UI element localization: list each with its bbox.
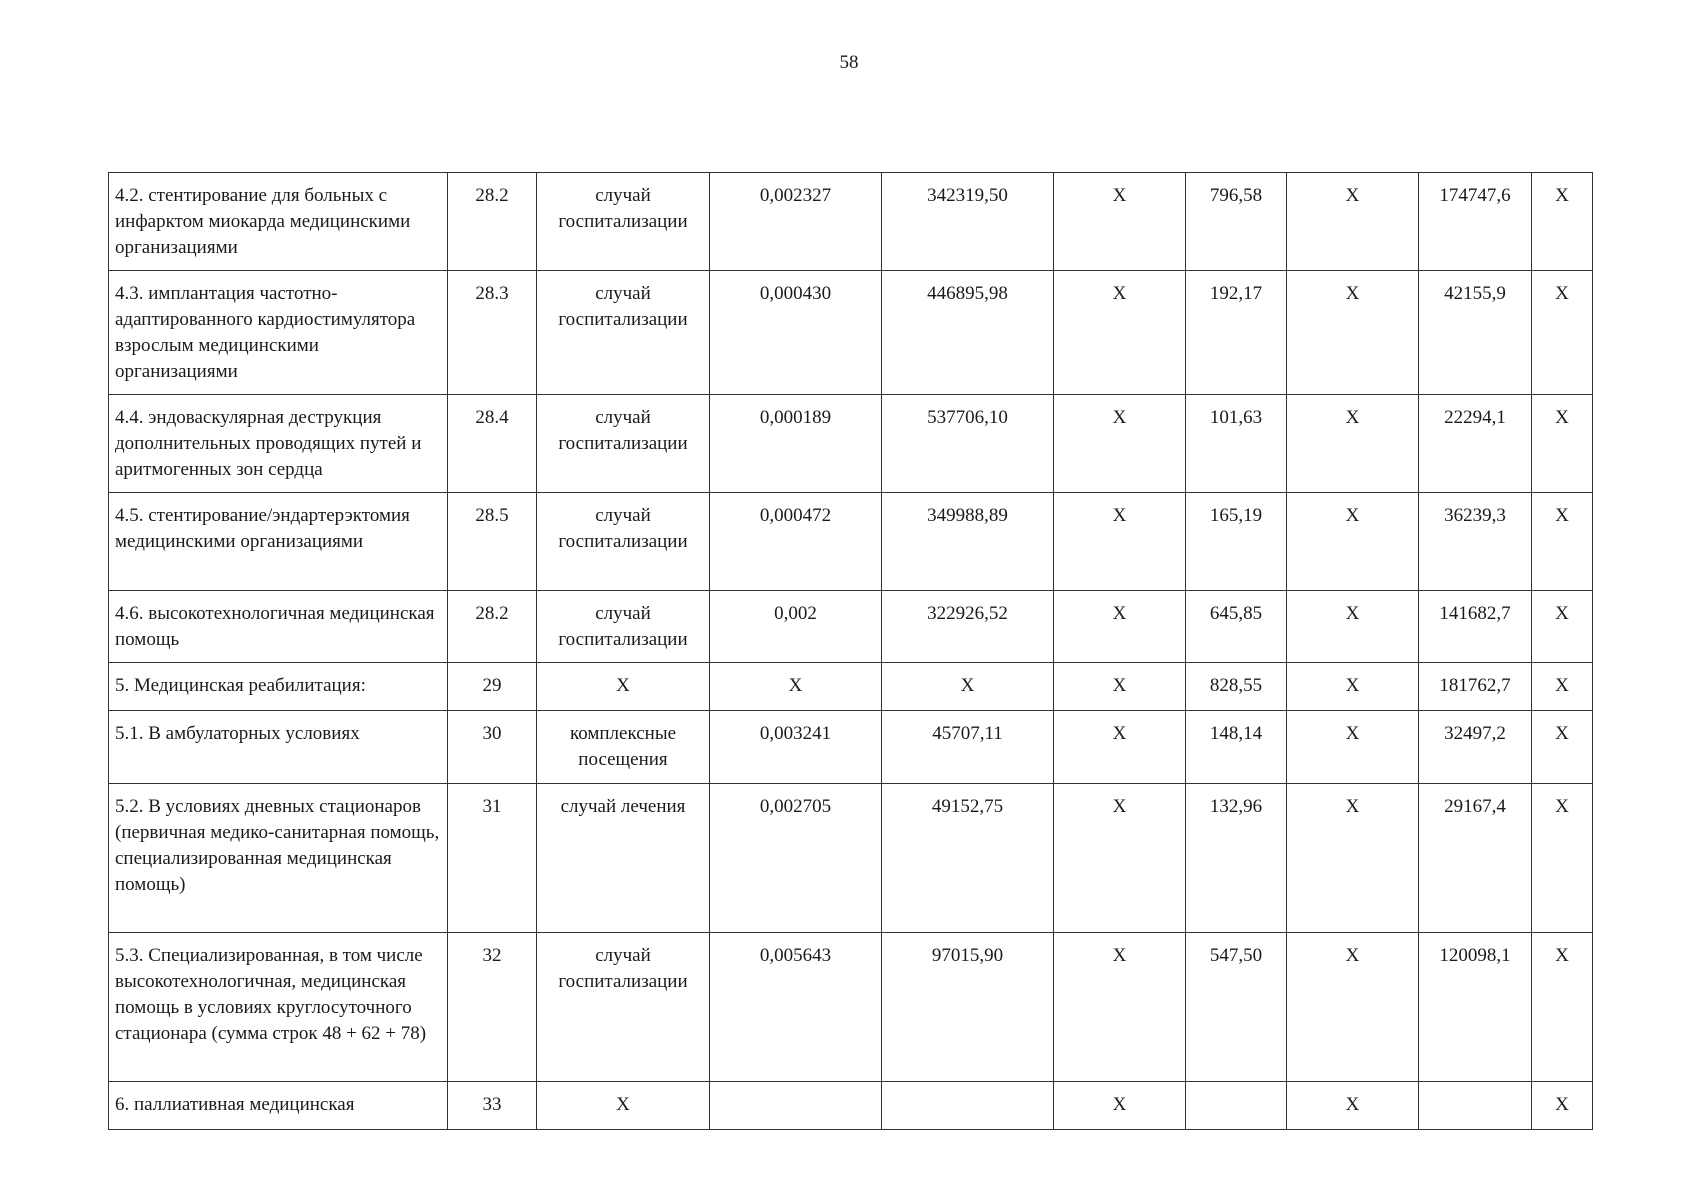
row-name-cell: 5.3. Специализированная, в том числе высокотехнологичная, медицинская помощь в условиях круглосуточного стационара (сумма строк 48 + 62 + 78) — [109, 933, 448, 1082]
row-line-number-cell: 28.4 — [448, 395, 537, 493]
row-col8-cell: X — [1287, 784, 1419, 933]
row-line-number-cell: 28.2 — [448, 591, 537, 663]
row-col7-cell: 101,63 — [1186, 395, 1287, 493]
row-col10-cell: X — [1532, 1082, 1593, 1130]
row-col6-cell: X — [1054, 271, 1186, 395]
row-unit-cell: комплексные посещения — [537, 711, 710, 784]
row-unit-cell: случай госпитализации — [537, 173, 710, 271]
row-col9-cell: 42155,9 — [1419, 271, 1532, 395]
row-col8-cell: X — [1287, 933, 1419, 1082]
row-cost-cell: 446895,98 — [882, 271, 1054, 395]
row-norm-cell: 0,003241 — [710, 711, 882, 784]
row-unit-cell: случай госпитализации — [537, 395, 710, 493]
row-name-cell: 5. Медицинская реабилитация: — [109, 663, 448, 711]
data-table — [108, 172, 1593, 1130]
row-cost-cell: 349988,89 — [882, 493, 1054, 591]
row-col9-cell: 22294,1 — [1419, 395, 1532, 493]
row-line-number-cell: 28.5 — [448, 493, 537, 591]
row-col8-cell: X — [1287, 271, 1419, 395]
row-cost-cell: 97015,90 — [882, 933, 1054, 1082]
row-col9-cell: 32497,2 — [1419, 711, 1532, 784]
row-col10-cell: X — [1532, 271, 1593, 395]
row-col6-cell: X — [1054, 395, 1186, 493]
row-col8-cell: X — [1287, 395, 1419, 493]
row-col6-cell: X — [1054, 493, 1186, 591]
row-col6-cell: X — [1054, 591, 1186, 663]
row-col8-cell: X — [1287, 591, 1419, 663]
row-norm-cell: X — [710, 663, 882, 711]
row-cost-cell: 322926,52 — [882, 591, 1054, 663]
row-cost-cell: X — [882, 663, 1054, 711]
row-unit-cell: X — [537, 663, 710, 711]
row-name-cell: 4.5. стентирование/эндартерэктомия медицинскими организациями — [109, 493, 448, 591]
row-col6-cell: X — [1054, 711, 1186, 784]
row-col6-cell: X — [1054, 784, 1186, 933]
row-col9-cell: 174747,6 — [1419, 173, 1532, 271]
table-row — [109, 784, 1593, 933]
row-cost-cell: 45707,11 — [882, 711, 1054, 784]
table-row — [109, 395, 1593, 493]
row-col10-cell: X — [1532, 784, 1593, 933]
row-name-cell: 5.2. В условиях дневных стационаров (первичная медико-санитарная помощь, специализированная медицинская помощь) — [109, 784, 448, 933]
table-row — [109, 173, 1593, 271]
row-norm-cell: 0,005643 — [710, 933, 882, 1082]
row-unit-cell: случай госпитализации — [537, 493, 710, 591]
row-col6-cell: X — [1054, 663, 1186, 711]
row-col8-cell: X — [1287, 663, 1419, 711]
row-col7-cell: 828,55 — [1186, 663, 1287, 711]
row-line-number-cell: 31 — [448, 784, 537, 933]
row-col8-cell: X — [1287, 1082, 1419, 1130]
row-name-cell: 4.6. высокотехнологичная медицинская помощь — [109, 591, 448, 663]
row-col10-cell: X — [1532, 173, 1593, 271]
row-col7-cell: 645,85 — [1186, 591, 1287, 663]
row-col7-cell: 796,58 — [1186, 173, 1287, 271]
row-col7-cell: 192,17 — [1186, 271, 1287, 395]
row-cost-cell — [882, 1082, 1054, 1130]
row-norm-cell: 0,002327 — [710, 173, 882, 271]
row-cost-cell: 49152,75 — [882, 784, 1054, 933]
row-norm-cell: 0,000472 — [710, 493, 882, 591]
row-col7-cell: 547,50 — [1186, 933, 1287, 1082]
row-col10-cell: X — [1532, 711, 1593, 784]
row-col6-cell: X — [1054, 173, 1186, 271]
row-line-number-cell: 29 — [448, 663, 537, 711]
table-row — [109, 711, 1593, 784]
row-line-number-cell: 28.2 — [448, 173, 537, 271]
table-row — [109, 663, 1593, 711]
row-line-number-cell: 30 — [448, 711, 537, 784]
row-name-cell: 4.3. имплантация частотно-адаптированного кардиостимулятора взрослым медицинскими организациями — [109, 271, 448, 395]
row-col6-cell: X — [1054, 933, 1186, 1082]
table-row — [109, 933, 1593, 1082]
row-col7-cell: 148,14 — [1186, 711, 1287, 784]
table-row — [109, 591, 1593, 663]
row-col8-cell: X — [1287, 493, 1419, 591]
row-col9-cell — [1419, 1082, 1532, 1130]
row-col10-cell: X — [1532, 591, 1593, 663]
row-unit-cell: случай госпитализации — [537, 271, 710, 395]
row-line-number-cell: 32 — [448, 933, 537, 1082]
table-row — [109, 1082, 1593, 1130]
row-col8-cell: X — [1287, 173, 1419, 271]
row-col10-cell: X — [1532, 933, 1593, 1082]
row-cost-cell: 537706,10 — [882, 395, 1054, 493]
row-unit-cell: случай госпитализации — [537, 591, 710, 663]
table-row — [109, 271, 1593, 395]
row-col7-cell: 165,19 — [1186, 493, 1287, 591]
row-name-cell: 6. паллиативная медицинская — [109, 1082, 448, 1130]
row-unit-cell: X — [537, 1082, 710, 1130]
row-norm-cell — [710, 1082, 882, 1130]
row-unit-cell: случай госпитализации — [537, 933, 710, 1082]
row-col6-cell: X — [1054, 1082, 1186, 1130]
row-col9-cell: 36239,3 — [1419, 493, 1532, 591]
row-line-number-cell: 33 — [448, 1082, 537, 1130]
row-col7-cell: 132,96 — [1186, 784, 1287, 933]
row-unit-cell: случай лечения — [537, 784, 710, 933]
row-col9-cell: 181762,7 — [1419, 663, 1532, 711]
row-col8-cell: X — [1287, 711, 1419, 784]
table-row — [109, 493, 1593, 591]
row-norm-cell: 0,002 — [710, 591, 882, 663]
row-norm-cell: 0,000189 — [710, 395, 882, 493]
row-name-cell: 4.4. эндоваскулярная деструкция дополнительных проводящих путей и аритмогенных зон сердца — [109, 395, 448, 493]
row-col10-cell: X — [1532, 395, 1593, 493]
row-col9-cell: 120098,1 — [1419, 933, 1532, 1082]
row-norm-cell: 0,002705 — [710, 784, 882, 933]
row-name-cell: 4.2. стентирование для больных с инфарктом миокарда медицинскими организациями — [109, 173, 448, 271]
page-number: 58 — [839, 52, 859, 73]
row-norm-cell: 0,000430 — [710, 271, 882, 395]
row-line-number-cell: 28.3 — [448, 271, 537, 395]
row-col9-cell: 141682,7 — [1419, 591, 1532, 663]
row-cost-cell: 342319,50 — [882, 173, 1054, 271]
row-col10-cell: X — [1532, 663, 1593, 711]
row-col10-cell: X — [1532, 493, 1593, 591]
row-col7-cell — [1186, 1082, 1287, 1130]
row-name-cell: 5.1. В амбулаторных условиях — [109, 711, 448, 784]
row-col9-cell: 29167,4 — [1419, 784, 1532, 933]
